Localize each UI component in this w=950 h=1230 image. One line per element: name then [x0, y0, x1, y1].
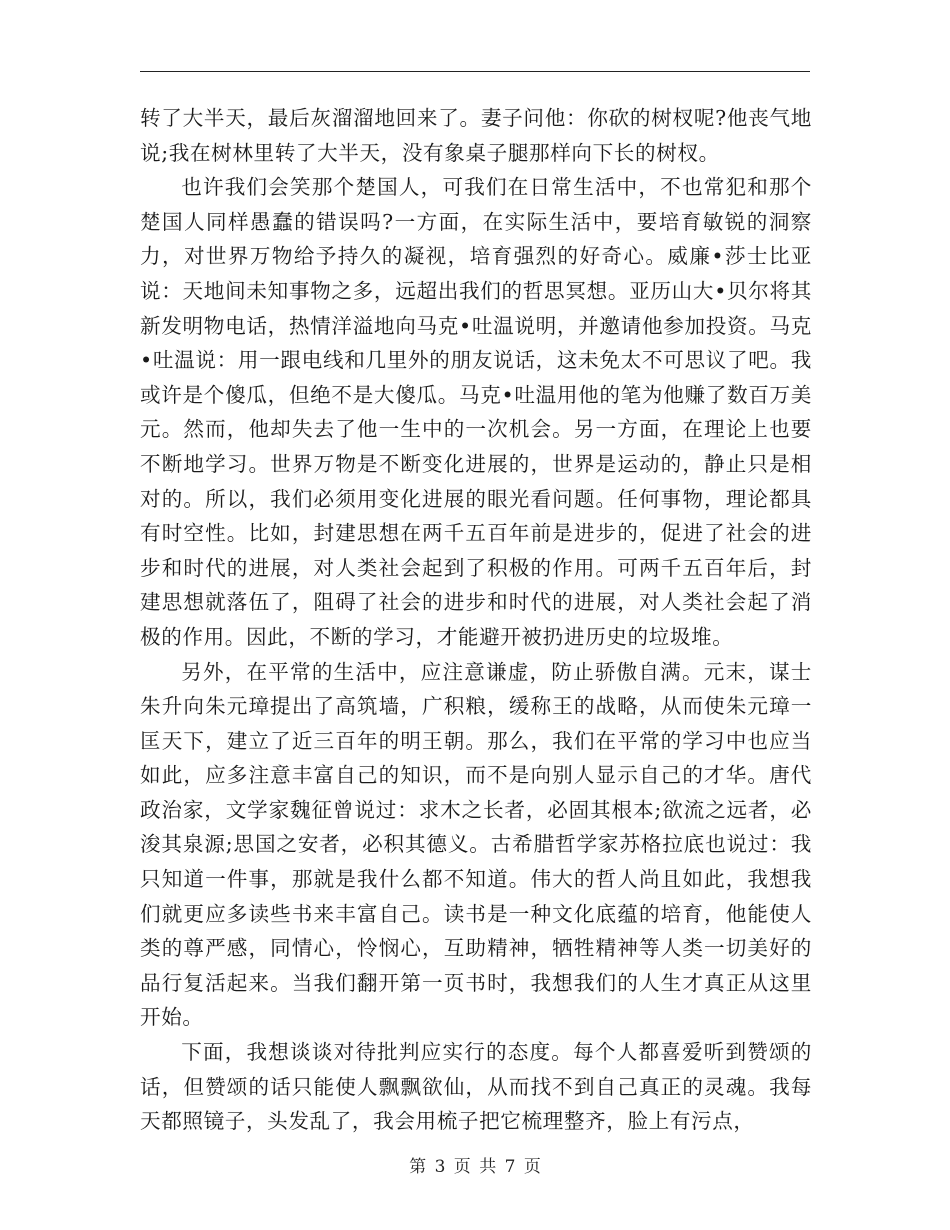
paragraph: 下面，我想谈谈对待批判应实行的态度。每个人都喜爱听到赞颂的话，但赞颂的话只能使人飘飘欲仙，从而找不到自己真正的灵魂。我每天都照镜子，头发乱了，我会用梳子把它梳理整齐，脸上有污点， — [140, 1040, 812, 1134]
body-text — [140, 101, 812, 1139]
page-footer — [0, 1156, 950, 1178]
page-number-label: 第 3 页 共 7 页 — [409, 1157, 541, 1177]
header-rule — [140, 71, 810, 72]
paragraph: 另外，在平常的生活中，应注意谦虚，防止骄傲自满。元末，谋士朱升向朱元璋提出了高筑墙，广积粮，缓称王的战略，从而使朱元璋一匡天下，建立了近三百年的明王朝。那么，我们在平常的学习中也应当如此，应多注意丰富自己的知识，而不是向别人显示自己的才华。唐代政治家，文学家魏征曾说过：求木之长者，必固其根本;欲流之远者，必浚其泉源;思国之安者，必积其德义。古希腊哲学家苏格拉底也说过：我只知道一件事，那就是我什么都不知道。伟大的哲人尚且如此，我想我们就更应多读些书来丰富自己。读书是一种文化底蕴的培育，他能使人类的尊严感，同情心，怜悯心，互助精神，牺牲精神等人类一切美好的品行复活起来。当我们翻开第一页书时，我想我们的人生才真正从这里开始。 — [140, 659, 812, 1030]
paragraph: 转了大半天，最后灰溜溜地回来了。妻子问他：你砍的树杈呢?他丧气地说;我在树林里转了大半天，没有象桌子腿那样向下长的树杈。 — [140, 106, 812, 165]
paragraph: 也许我们会笑那个楚国人，可我们在日常生活中，不也常犯和那个楚国人同样愚蠢的错误吗?一方面，在实际生活中，要培育敏锐的洞察力，对世界万物给予持久的凝视，培育强烈的好奇心。威廉•莎士比亚说：天地间未知事物之多，远超出我们的哲思冥想。亚历山大•贝尔将其新发明物电话，热情洋溢地向马克•吐温说明，并邀请他参加投资。马克•吐温说：用一跟电线和几里外的朋友说话，这未免太不可思议了吧。我或许是个傻瓜，但绝不是大傻瓜。马克•吐温用他的笔为他赚了数百万美元。然而，他却失去了他一生中的一次机会。另一方面，在理论上也要不断地学习。世界万物是不断变化进展的，世界是运动的，静止只是相对的。所以，我们必须用变化进展的眼光看问题。任何事物，理论都具有时空性。比如，封建思想在两千五百年前是进步的，促进了社会的进步和时代的进展，对人类社会起到了积极的作用。可两千五百年后，封建思想就落伍了，阻碍了社会的进步和时代的进展，对人类社会起了消极的作用。因此，不断的学习，才能避开被扔进历史的垃圾堆。 — [140, 175, 812, 649]
